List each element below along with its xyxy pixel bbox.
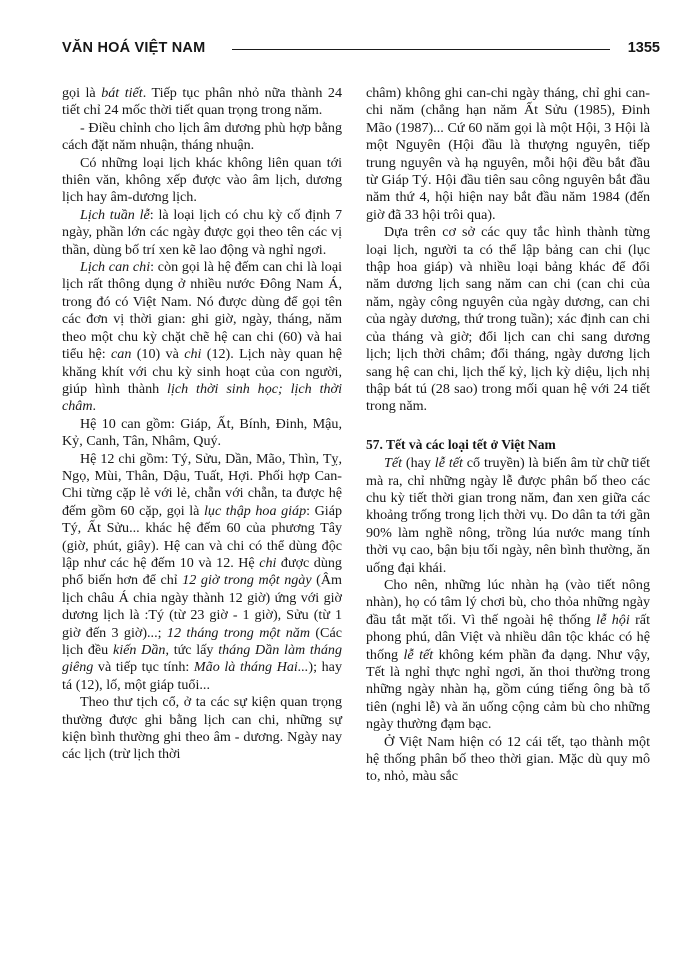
running-header (62, 40, 660, 64)
page-number: 1355 (627, 40, 660, 56)
paragraph: Theo thư tịch cổ, ở ta các sự kiện quan trọng thường được ghi bằng lịch can chi, những sự kiện bình thường ghi theo âm - dương. Ngày nay các lịch (trừ lịch thời (62, 694, 342, 763)
paragraph: Hệ 10 can gồm: Giáp, Ất, Bính, Đinh, Mậu, Kỷ, Canh, Tân, Nhâm, Quý. (62, 415, 342, 450)
paragraph: Cho nên, những lúc nhàn hạ (vào tiết nông nhàn), họ có tâm lý chơi bù, cho thỏa những ngày đầu tắt mặt tối. Vì thế ngoài hệ thống lễ hội rất phong phú, dân Việt và nhiều dân tộc khác có hệ thống lễ tết không kém phần đa dạng. Như vậy, Tết là nghỉ thực nghỉ ngơi, ăn thoi thường trong những ngày nhàn hạ, gồm cúng tiếng ông bà tổ tiên (nghi lễ) và ăn uống cộng cảm bù cho những ngày thường đạm bạc. (366, 576, 650, 733)
paragraph: Có những loại lịch khác không liên quan tới thiên văn, không xếp được vào âm lịch, dương lịch hay âm-dương lịch. (62, 154, 342, 206)
header-rule (232, 49, 610, 50)
paragraph: Lịch can chi: còn gọi là hệ đếm can chi là loại lịch rất thông dụng ở nhiều nước Đông Nam Á, trong đó có Việt Nam. Nó được dùng để gọi tên các đơn vị thời gian: ghi giờ, ngày, tháng, năm theo một chu kỳ chặt chẽ hệ can chi (60) và hai tiểu hệ: can (10) và chi (12). Lịch này quan hệ khăng khít với chu kỳ sinh hoạt của con người, giúp hình thành lịch thời sinh học; lịch thời châm. (62, 259, 343, 415)
paragraph: Lịch tuần lễ: là loại lịch có chu kỳ cố định 7 ngày, phần lớn các ngày được gọi theo tên các vị thần, dùng bố trí xen kẽ lao động và nghỉ ngơi. (62, 206, 342, 258)
paragraph: châm) không ghi can-chi ngày tháng, chỉ ghi can-chi năm (chẳng hạn năm Ất Sửu (1985), Đinh Mão (1987)... Cứ 60 năm gọi là một Hội, 3 Hội là một Nguyên (Hội đầu là thượng nguyên, tiếp trung nguyên và hạ nguyên, mỗi hội đều bắt đầu từ Giáp Tý. Hội đầu tiên sau công nguyên bắt đầu năm thứ 4, hội hiện nay bắt đầu năm 1984 (đến giờ đã 33 hội trôi qua). (366, 85, 650, 223)
left-column (62, 85, 342, 764)
paragraph: - Điều chỉnh cho lịch âm dương phù hợp bằng cách đặt năm nhuận, tháng nhuận. (62, 119, 342, 154)
paragraph: Tết (hay lễ tết cổ truyền) là biến âm từ chữ tiết mà ra, chỉ những ngày lễ được phân bố theo các chu kỳ tiết thời gian trong năm, đan xen giữa các khoảng trống trong lịch thời vụ. Do dân ta tới gần 90% làm nghề nông, trồng lúa nước mang tính thời vụ cao, bận bịu tối ngày, nên bình thường, ăn uống đại khái. (366, 455, 650, 576)
right-column (366, 85, 650, 786)
paragraph: Hệ 12 chi gồm: Tý, Sửu, Dần, Mão, Thìn, Tỵ, Ngọ, Mùi, Thân, Dậu, Tuất, Hợi. Phối hợp Can-Chi từng cặp lẻ với lẻ, chẵn với chẵn, ta được hệ đếm gồm 60 cặp, gọi là lục thập hoa giáp: Giáp Tý, Ất Sửu... khác hệ đếm 60 của phương Tây (giờ, phút, giây). Hệ can và chi có thể dùng độc lập như các hệ đếm 10 và 12. Hệ chi được dùng phổ biến hơn để chỉ 12 giờ trong một ngày (Âm lịch châu Á chia ngày thành 12 giờ) ứng với giờ dương lịch là :Tý (từ 23 giờ - 1 giờ), Sửu (từ 1 giờ đến 3 giờ)...; 12 tháng trong một năm (Các lịch đều kiến Dần, tức lấy tháng Dần làm tháng giêng và tiếp tục tính: Mão là tháng Hai...); hay tá (12), lố, một giáp tuổi... (62, 450, 343, 693)
paragraph: Dựa trên cơ sở các quy tắc hình thành từng loại lịch, người ta có thể lập bảng can chi (lục thập hoa giáp) và nhiều loại bảng khác để đổi năm dương lịch sang năm can chi (can chi của năm, ngày công nguyên của ngày dương, can chi của ngày dương, thứ trong tuần); xác định can chi của tháng và giờ; đổi lịch can chi sang dương lịch; lịch thời châm; đổi tháng, ngày dương lịch sang hệ can chi, lịch thế kỷ, lịch kỳ diệu, lịch nhị thập bát tú (28 sao) trong mối quan hệ với 24 tiết trong năm. (366, 224, 650, 415)
paragraph: gọi là bát tiết. Tiếp tục phân nhỏ nữa thành 24 tiết chỉ 24 mốc thời tiết quan trọng trong năm. (62, 85, 342, 119)
paragraph: Ở Việt Nam hiện có 12 cái tết, tạo thành một hệ thống phân bố theo thời gian. Mặc dù quy mô to, nhỏ, màu sắc (366, 733, 650, 785)
header-title: VĂN HOÁ VIỆT NAM (62, 40, 206, 56)
section-heading: 57. Tết và các loại tết ở Việt Nam (366, 436, 556, 452)
